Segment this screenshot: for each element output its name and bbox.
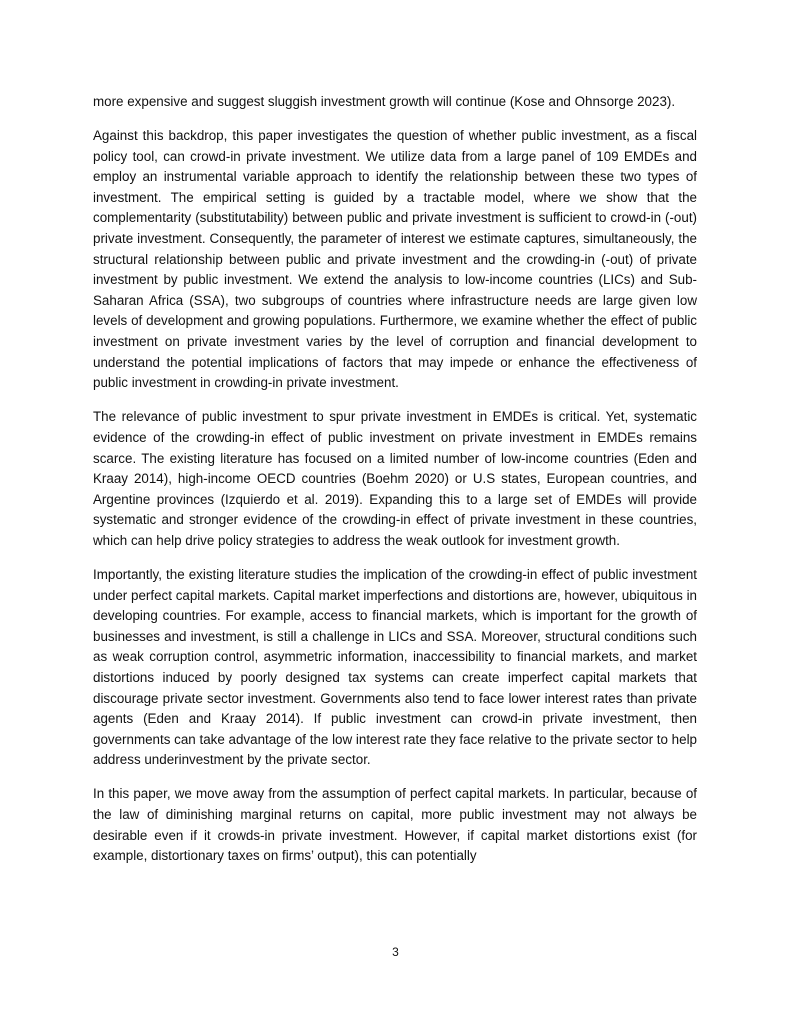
page-number: 3 <box>392 945 399 959</box>
paragraph-continuation: more expensive and suggest sluggish investment growth will continue (Kose and Ohnsorge 2023). <box>93 94 676 109</box>
paragraph-capital-markets: Importantly, the existing literature studies the implication of the crowding-in effect of public investment under perfect capital markets. Capital market imperfections and distortions are, however, ubiquitous in developing countries. For example, access to financial markets, which is important for the growth of businesses and investment, is still a challenge in LICs and SSA. Moreover, structural conditions such as weak corruption control, asymmetric information, inaccessibility to financial markets, and market distortions induced by poorly designed tax systems can create imperfect capital markets that discourage private sector investment. Governments also tend to face lower interest rates than private agents (Eden and Kraay 2014). If public investment can crowd-in private investment, then governments can take advantage of the low interest rate they face relative to the private sector to help address underinvestment by the private sector. <box>93 566 697 768</box>
paragraph-research-question: Against this backdrop, this paper investigates the question of whether public investment, as a fiscal policy tool, can crowd-in private investment. We utilize data from a large panel of 109 EMDEs and employ an instrumental variable approach to identify the relationship between these two types of investment. The empirical setting is guided by a tractable model, where we show that the complementarity (substitutability) between public and private investment is sufficient to crowd-in (-out) private investment. Consequently, the parameter of interest we estimate captures, simultaneously, the structural relationship between public and private investment and the crowding-in (-out) of private investment by public investment. We extend the analysis to low-income countries (LICs) and Sub-Saharan Africa (SSA), two subgroups of countries where infrastructure needs are large given low levels of development and growing populations. Furthermore, we examine whether the effect of public investment on private investment varies by the level of corruption and financial development to understand the potential implications of factors that may impede or enhance the effectiveness of public investment in crowding-in private investment. <box>93 128 697 391</box>
page-body <box>93 92 697 880</box>
paragraph-relevance: The relevance of public investment to spur private investment in EMDEs is critical. Yet, systematic evidence of the crowding-in effect of public investment on private investment in EMDEs remains scarce. The existing literature has focused on a limited number of low-income countries (Eden and Kraay 2014), high-income OECD countries (Boehm 2020) or U.S states, European countries, and Argentine provinces (Izquierdo et al. 2019). Expanding this to a large set of EMDEs will provide systematic and stronger evidence of the crowding-in effect of private investment in these countries, which can help drive policy strategies to address the weak outlook for investment growth. <box>93 409 697 548</box>
paragraph-imperfect-markets: In this paper, we move away from the assumption of perfect capital markets. In particular, because of the law of diminishing marginal returns on capital, more public investment may not always be desirable even if it crowds-in private investment. However, if capital market distortions exist (for example, distortionary taxes on firms’ output), this can potentially <box>93 786 697 864</box>
